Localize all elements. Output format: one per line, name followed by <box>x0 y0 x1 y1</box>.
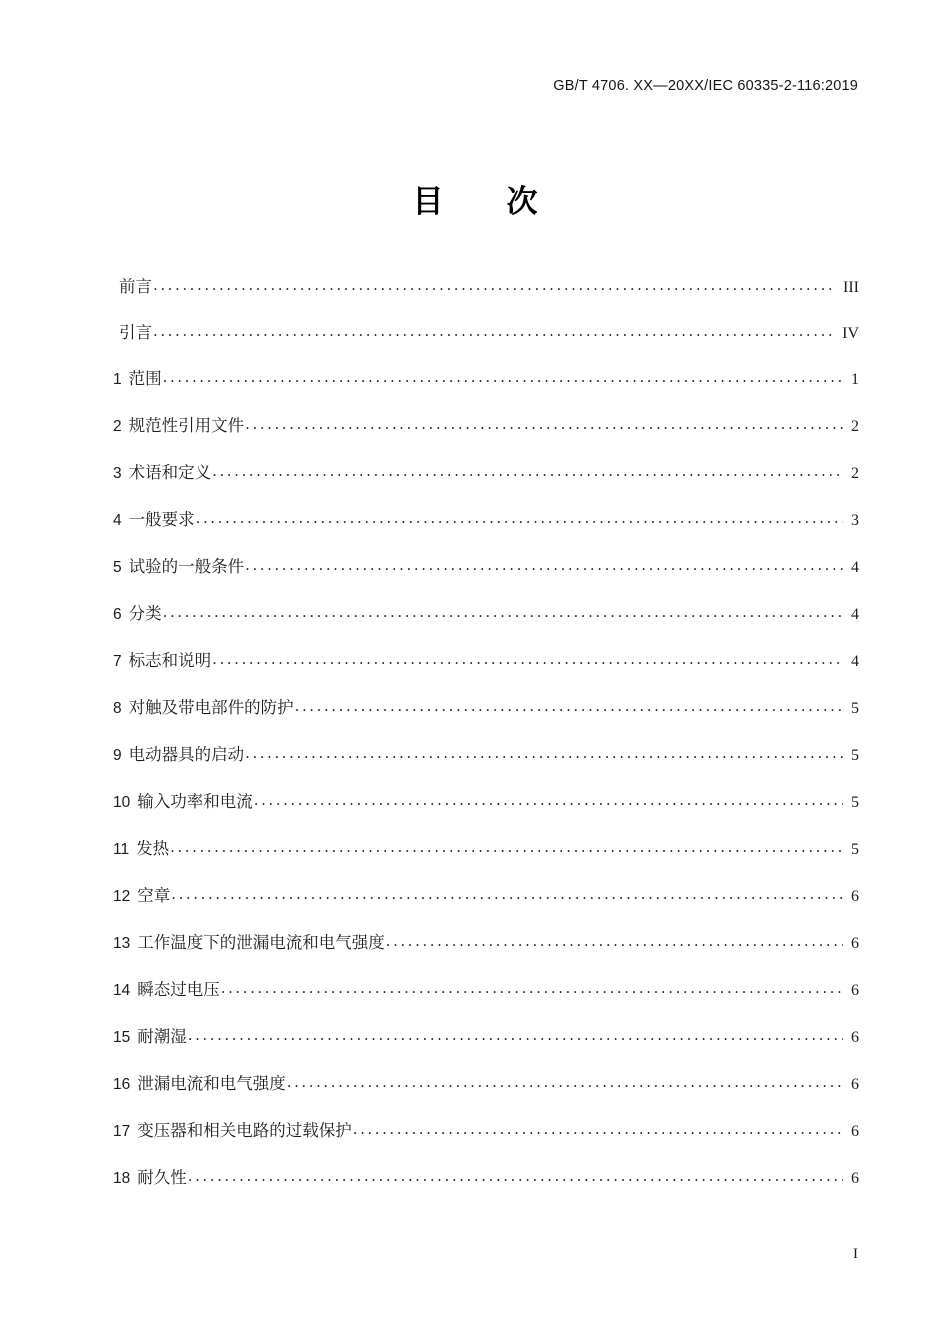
table-of-contents <box>113 277 859 1215</box>
toc-entry-clause-10[interactable] <box>113 792 859 839</box>
toc-entry-page: 2 <box>851 465 859 482</box>
dot-leader <box>254 790 843 810</box>
toc-entry-label: 分类 <box>128 604 162 623</box>
dot-leader <box>188 1166 843 1186</box>
dot-leader <box>295 696 843 716</box>
toc-entry-page: 4 <box>851 606 859 623</box>
toc-entry-clause-4[interactable] <box>113 510 859 557</box>
toc-entry-label: 前言 <box>119 277 152 296</box>
toc-entry-label: 规范性引用文件 <box>128 416 245 435</box>
toc-entry-clause-17[interactable] <box>113 1121 859 1168</box>
toc-entry-label: 输入功率和电流 <box>137 792 253 811</box>
toc-entry-clause-18[interactable] <box>113 1168 859 1215</box>
toc-entry-clause-6[interactable] <box>113 604 859 651</box>
toc-entry-page: 2 <box>851 418 859 435</box>
dot-leader <box>153 275 833 295</box>
toc-entry-page: 6 <box>851 935 859 952</box>
dot-leader <box>196 508 843 528</box>
toc-entry-clause-9[interactable] <box>113 745 859 792</box>
toc-entry-introduction[interactable] <box>113 323 859 369</box>
toc-entry-page: 6 <box>851 1029 859 1046</box>
toc-entry-page: 1 <box>851 371 859 388</box>
running-header-standard-reference: GB/T 4706. XX—20XX/IEC 60335-2-116:2019 <box>553 78 858 94</box>
toc-entry-page: 5 <box>851 794 859 811</box>
dot-leader <box>245 743 843 763</box>
dot-leader <box>353 1119 843 1139</box>
toc-entry-number: 8 <box>113 700 122 717</box>
toc-entry-label: 瞬态过电压 <box>137 980 220 999</box>
toc-entry-page: 6 <box>851 888 859 905</box>
toc-entry-clause-14[interactable] <box>113 980 859 1027</box>
dot-leader <box>171 884 843 904</box>
dot-leader <box>153 321 833 341</box>
toc-entry-page: III <box>843 279 859 296</box>
toc-entry-number: 7 <box>113 653 122 670</box>
toc-entry-page: 5 <box>851 841 859 858</box>
toc-entry-page: IV <box>842 325 859 342</box>
dot-leader <box>386 931 843 951</box>
dot-leader <box>212 649 843 669</box>
toc-entry-foreword[interactable] <box>113 277 859 323</box>
toc-entry-page: 5 <box>851 747 859 764</box>
dot-leader <box>245 555 843 575</box>
toc-entry-number: 15 <box>113 1029 131 1046</box>
toc-entry-label: 耐久性 <box>137 1168 187 1187</box>
dot-leader <box>188 1025 843 1045</box>
toc-entry-label: 泄漏电流和电气强度 <box>137 1074 286 1093</box>
toc-entry-clause-2[interactable] <box>113 416 859 463</box>
toc-entry-number: 1 <box>113 371 122 388</box>
toc-entry-label: 空章 <box>137 886 171 905</box>
toc-entry-label: 范围 <box>128 369 162 388</box>
toc-entry-clause-13[interactable] <box>113 933 859 980</box>
toc-entry-number: 4 <box>113 512 122 529</box>
toc-entry-number: 10 <box>113 794 131 811</box>
toc-entry-label: 标志和说明 <box>128 651 212 670</box>
toc-entry-page: 5 <box>851 700 859 717</box>
toc-entry-number: 5 <box>113 559 122 576</box>
toc-entry-number: 16 <box>113 1076 131 1093</box>
toc-entry-number: 18 <box>113 1170 131 1187</box>
toc-entry-number: 3 <box>113 465 122 482</box>
toc-entry-clause-16[interactable] <box>113 1074 859 1121</box>
footer-page-number: I <box>853 1246 858 1262</box>
toc-entry-label: 变压器和相关电路的过载保护 <box>137 1121 352 1140</box>
toc-entry-page: 4 <box>851 559 859 576</box>
toc-entry-page: 3 <box>851 512 859 529</box>
toc-entry-label: 试验的一般条件 <box>128 557 245 576</box>
toc-entry-page: 6 <box>851 982 859 999</box>
toc-entry-label: 工作温度下的泄漏电流和电气强度 <box>137 933 385 952</box>
toc-entry-page: 6 <box>851 1170 859 1187</box>
toc-entry-clause-11[interactable] <box>113 839 859 886</box>
toc-entry-clause-1[interactable] <box>113 369 859 416</box>
toc-entry-number: 2 <box>113 418 122 435</box>
toc-entry-clause-7[interactable] <box>113 651 859 698</box>
dot-leader <box>221 978 843 998</box>
toc-entry-label: 术语和定义 <box>128 463 212 482</box>
toc-entry-number: 11 <box>113 841 130 858</box>
toc-entry-label: 一般要求 <box>128 510 195 529</box>
page-title: 目 次 <box>412 184 554 220</box>
toc-entry-clause-8[interactable] <box>113 698 859 745</box>
toc-entry-label: 引言 <box>119 323 152 342</box>
toc-entry-number: 17 <box>113 1123 131 1140</box>
toc-entry-clause-3[interactable] <box>113 463 859 510</box>
toc-entry-number: 6 <box>113 606 122 623</box>
toc-entry-page: 6 <box>851 1076 859 1093</box>
dot-leader <box>287 1072 843 1092</box>
toc-entry-number: 14 <box>113 982 131 999</box>
toc-entry-number: 13 <box>113 935 131 952</box>
dot-leader <box>170 837 843 857</box>
toc-entry-label: 对触及带电部件的防护 <box>128 698 294 717</box>
toc-entry-clause-12[interactable] <box>113 886 859 933</box>
toc-entry-label: 发热 <box>136 839 170 858</box>
toc-entry-number: 12 <box>113 888 131 905</box>
toc-entry-page: 4 <box>851 653 859 670</box>
toc-entry-label: 耐潮湿 <box>137 1027 187 1046</box>
toc-entry-page: 6 <box>851 1123 859 1140</box>
toc-entry-clause-5[interactable] <box>113 557 859 604</box>
dot-leader <box>163 602 843 622</box>
dot-leader <box>163 367 843 387</box>
toc-entry-clause-15[interactable] <box>113 1027 859 1074</box>
dot-leader <box>245 414 843 434</box>
toc-entry-number: 9 <box>113 747 122 764</box>
dot-leader <box>212 461 843 481</box>
toc-entry-label: 电动器具的启动 <box>128 745 245 764</box>
